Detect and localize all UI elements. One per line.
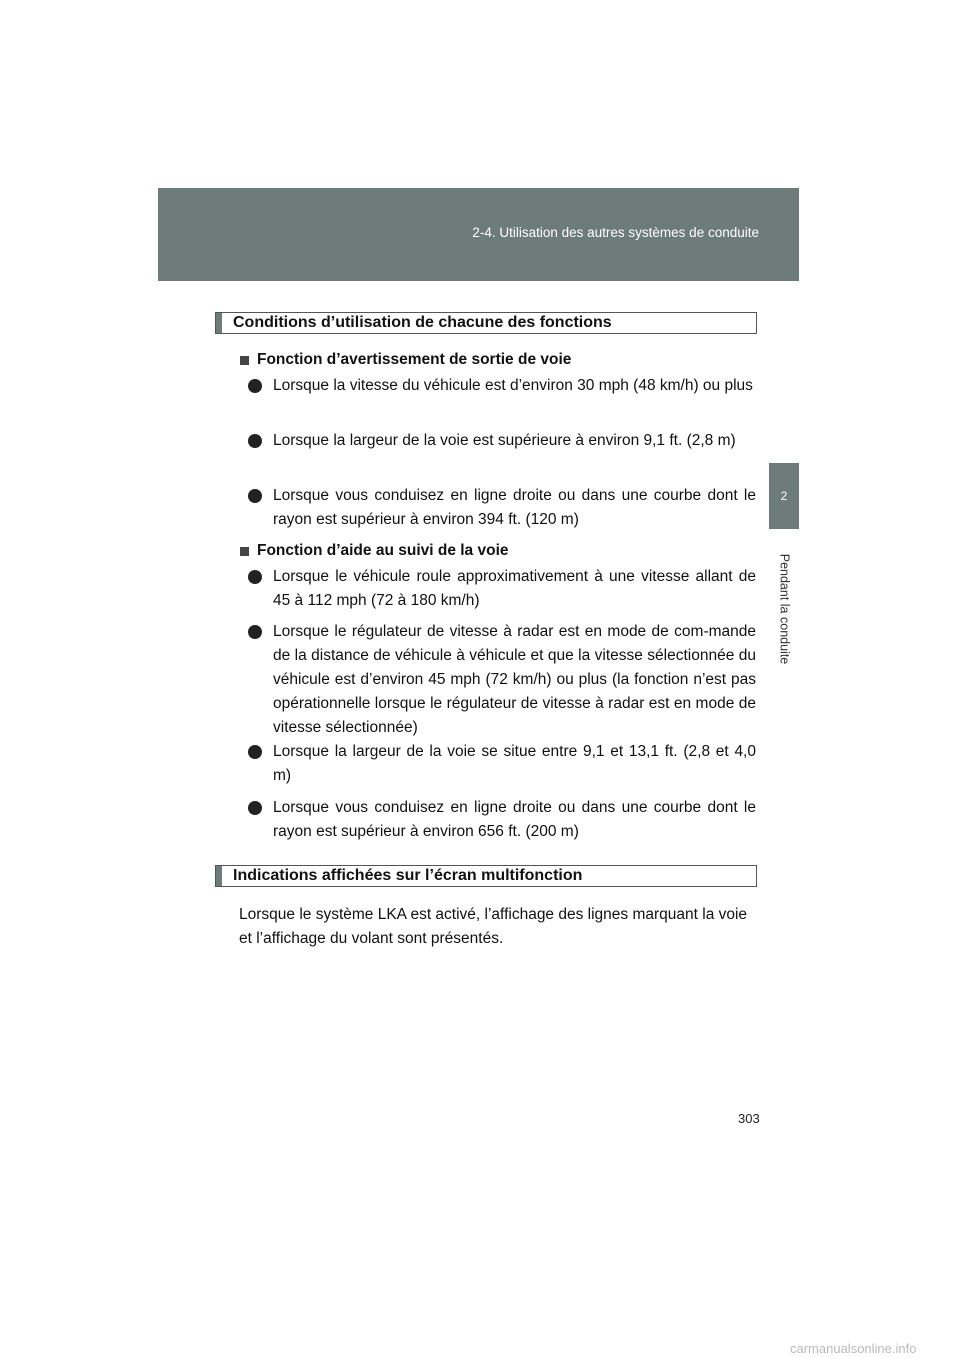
bullet-icon (248, 745, 262, 759)
section-title-conditions: Conditions d’utilisation de chacune des fonctions (215, 312, 757, 334)
subheading-lane-departure: Fonction d’avertissement de sortie de voie (240, 351, 571, 369)
chapter-title: 2-4. Utilisation des autres systèmes de conduite (472, 225, 759, 240)
bullet-icon (248, 434, 262, 448)
square-bullet-icon (240, 547, 249, 556)
list-item: Lorsque la largeur de la voie est supérieure à environ 9,1 ft. (2,8 m) (248, 429, 756, 453)
chapter-header (158, 188, 799, 281)
square-bullet-icon (240, 356, 249, 365)
list-item: Lorsque vous conduisez en ligne droite ou dans une courbe dont le rayon est supérieur à environ 656 ft. (200 m) (248, 796, 756, 844)
list-item: Lorsque le véhicule roule approximativement à une vitesse allant de 45 à 112 mph (72 à 180 km/h) (248, 565, 756, 613)
chapter-tab-number: 2 (769, 463, 799, 529)
section-title-indications: Indications affichées sur l’écran multifonction (215, 865, 757, 887)
list-item: Lorsque la vitesse du véhicule est d’environ 30 mph (48 km/h) ou plus (248, 374, 756, 398)
list-item: Lorsque la largeur de la voie se situe entre 9,1 et 13,1 ft. (2,8 et 4,0 m) (248, 740, 756, 788)
page-number: 303 (738, 1111, 760, 1126)
bullet-icon (248, 379, 262, 393)
bullet-icon (248, 625, 262, 639)
list-item: Lorsque vous conduisez en ligne droite ou dans une courbe dont le rayon est supérieur à environ 394 ft. (120 m) (248, 484, 756, 532)
chapter-tab-label: Pendant la conduite (777, 553, 792, 665)
paragraph-lka-display: Lorsque le système LKA est activé, l’affichage des lignes marquant la voie et l’affichage du volant sont présentés. (239, 906, 748, 947)
subheading-lane-keeping: Fonction d’aide au suivi de la voie (240, 542, 509, 560)
watermark: carmanualsonline.info (790, 1341, 917, 1356)
bullet-icon (248, 489, 262, 503)
bullet-icon (248, 801, 262, 815)
list-item: Lorsque le régulateur de vitesse à radar est en mode de com-mande de la distance de véhicule à véhicule et que la vitesse sélectionnée du véhicule est d’environ 45 mph (72 km/h) ou plus (la fonction n’est pas opérationnelle lorsque le régulateur de vitesse à radar est en mode de vitesse sélectionnée) (248, 620, 756, 740)
bullet-icon (248, 570, 262, 584)
